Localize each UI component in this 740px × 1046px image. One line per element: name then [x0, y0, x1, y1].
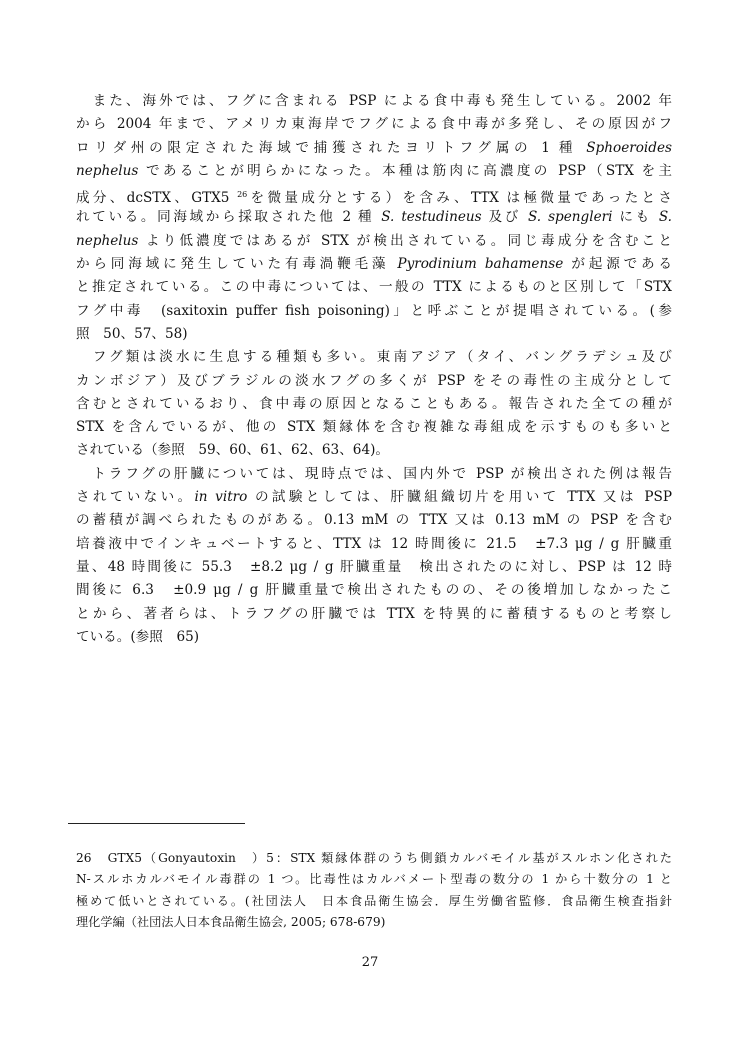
- text-line: フグ類は淡水に生息する種類も多い。東南アジア（タイ、バングラデシュ及び: [76, 349, 672, 366]
- text-fragment: より低濃度ではあるが STX が検出されている。同じ毒成分を含むこと: [138, 232, 672, 249]
- species-name: nephelus: [76, 232, 139, 249]
- text-line: また、海外では、フグに含まれる PSP による食中毒も発生している。2002 年: [76, 93, 672, 109]
- text-line: [76, 160, 672, 183]
- footnote-line: N-スルホカルバモイル毒群の 1 つ。比毒性はカルバメート型毒の数分の 1 から十数分の 1 と: [76, 872, 672, 887]
- text-line: 含むとされているおり、食中毒の原因となることもある。報告された全ての種が: [76, 395, 672, 412]
- text-fragment: されていない。: [76, 489, 195, 506]
- text-line: 間後に 6.3 ±0.9 μg / g 肝臓重量で検出されたものの、その後増加しなかったこ: [76, 582, 672, 599]
- text-fragment: であることが明らかになった。本種は筋肉に高濃度の PSP（STX を主: [138, 162, 672, 179]
- species-name: Sphoeroides: [586, 139, 672, 156]
- text-line: されている（参照 59、60、61、62、63、64)。: [76, 442, 389, 459]
- species-name: S. spengleri: [527, 209, 613, 226]
- text-fragment: を微量成分とする）を含み、TTX は極微量であったとさ: [247, 190, 672, 207]
- footnote-line: 26 GTX5（Gonyautoxin ）5：STX 類縁体群のうち側鎖カルバモイル基がスルホン化された: [76, 851, 672, 865]
- species-name: S. testudineus: [381, 209, 482, 226]
- text-fragment: が起源である: [563, 256, 672, 273]
- text-line: から 2004 年まで、アメリカ東海岸でフグによる食中毒が多発し、その原因がフ: [76, 116, 672, 133]
- species-name: nephelus: [76, 162, 139, 179]
- text-line: [76, 137, 672, 160]
- footnote-divider: [68, 823, 245, 824]
- paragraph-torafugu-liver: [76, 463, 672, 649]
- text-line: 照 50、57、58): [76, 325, 188, 342]
- footnote-ref: 26: [237, 190, 248, 200]
- text-line: [76, 253, 672, 276]
- text-fragment: 成分、dcSTX、GTX5: [76, 190, 238, 207]
- text-line: 培養液中でインキュベートすると、TTX は 12 時間後に 21.5 ±7.3 μg / g 肝臓重: [76, 535, 672, 552]
- paragraph-freshwater-puffer: [76, 346, 672, 462]
- text-line: [76, 486, 672, 509]
- text-line: ている。(参照 65): [76, 628, 200, 645]
- species-name: Pyrodinium bahamense: [397, 256, 564, 273]
- text-line: [76, 183, 672, 206]
- latin-term: in vitro: [194, 489, 248, 506]
- footnote: [76, 848, 672, 934]
- footnote-line: 理化学編（社団法人日本食品衛生協会, 2005; 678-679): [76, 915, 386, 930]
- footnote-line: 極めて低いとされている。(社団法人 日本食品衛生協会．厚生労働省監修．食品衛生検査指針: [76, 893, 672, 908]
- text-fragment: ロリダ州の限定された海域で捕獲されたヨリトフグ属の 1 種: [76, 139, 587, 156]
- text-line: [76, 230, 672, 253]
- text-fragment: の試験としては、肝臓組織切片を用いて TTX 又は PSP: [247, 489, 672, 506]
- text-line: [76, 206, 672, 229]
- page-number: 27: [361, 955, 379, 970]
- text-fragment: れている。同海域から採取された他 2 種: [76, 209, 382, 226]
- text-line: の蓄積が調べられたものがある。0.13 mM の TTX 又は 0.13 mM の PSP を含む: [76, 512, 672, 529]
- text-line: カンボジア）及びブラジルの淡水フグの多くが PSP をその毒性の主成分として: [76, 372, 672, 389]
- text-line: とから、著者らは、トラフグの肝臓では TTX を特異的に蓄積するものと考察し: [76, 605, 672, 622]
- text-line: トラフグの肝臓については、現時点では、国内外で PSP が検出された例は報告: [76, 465, 672, 482]
- text-fragment: 及び: [481, 209, 528, 226]
- text-fragment: から同海域に発生していた有毒渦鞭毛藻: [76, 256, 398, 273]
- paragraph-overseas-psp: [76, 90, 672, 346]
- text-line: 量、48 時間後に 55.3 ±8.2 μg / g 肝臓重量 検出されたのに対し、PSP は 12 時: [76, 558, 672, 575]
- species-name: S.: [658, 209, 672, 226]
- text-line: フグ中毒 (saxitoxin puffer fish poisoning)」と呼ぶことが提唱されている。(参: [76, 302, 672, 319]
- text-line: と推定されている。この中毒については、一般の TTX によるものと区別して「STX: [76, 279, 672, 296]
- text-fragment: にも: [612, 209, 659, 226]
- body-text: [76, 90, 672, 649]
- text-line: STX を含んでいるが、他の STX 類縁体を含む複雑な毒組成を示すものも多いと: [76, 419, 672, 436]
